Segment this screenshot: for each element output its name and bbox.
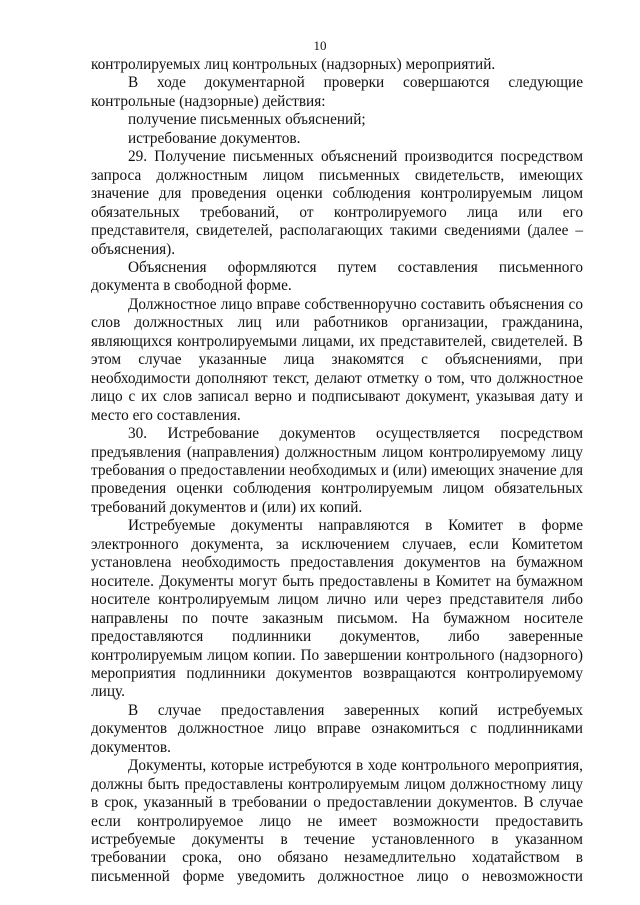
paragraph-clause-30: 30. Истребование документов осуществляется посредством предъявления (направления) должностным лицом контролируемому лицу требования о предоставлении необходимых и (или) имеющих значение для проведения оценки соблюдения контролируемым лицом обязательных требований документов и (или) их копий. xyxy=(91,425,583,516)
paragraph-official-writes: Должностное лицо вправе собственноручно составить объяснения со слов должностных лиц или работников организации, гражданина, являющихся контролируемыми лицами, их представителей, свидетелей. В этом случае указанные лица знакомятся с объяснениями, при необходимости дополняют текст, делают отметку о том, что должностное лицо с их слов записал верно и подписывают документ, указывая дату и место его составления. xyxy=(91,295,583,424)
list-item: истребование документов. xyxy=(128,129,301,147)
page-number: 10 xyxy=(313,38,327,53)
paragraph-explanations-form: Объяснения оформляются путем составления письменного документа в свободной форме. xyxy=(91,258,583,295)
paragraph-certified-copies: В случае предоставления заверенных копий истребуемых документов должностное лицо вправе ознакомиться с подлинниками документов. xyxy=(91,701,583,756)
paragraph-clause-29: 29. Получение письменных объяснений производится посредством запроса должностным лицом письменных свидетельств, имеющих значение для проведения оценки соблюдения контролируемым лицом обязательных требований, от контролируемого лица или его представителя, свидетелей, располагающих такими сведениями (далее – объяснения). xyxy=(91,148,583,258)
document-body xyxy=(91,56,583,886)
list-item: получение письменных объяснений; xyxy=(128,111,366,129)
paragraph-deadline: Документы, которые истребуются в ходе контрольного мероприятия, должны быть предоставлены контролируемым лицом должностному лицу в срок, указанный в требовании о предоставлении документов. В случае если контролируемое лицо не имеет возможности предоставить истребуемые документы в течение установленного в указанном требовании срока, оно обязано незамедлительно ходатайством в письменной форме уведомить должностное лицо о невозможности xyxy=(91,757,583,885)
paragraph-continuation: контролируемых лиц контрольных (надзорных) мероприятий. xyxy=(91,56,496,73)
paragraph-inspection-actions: В ходе документарной проверки совершаются следующие контрольные (надзорные) действия: xyxy=(91,74,583,110)
paragraph-documents-submission: Истребуемые документы направляются в Комитет в форме электронного документа, за исключением случаев, если Комитетом установлена необходимость предоставления документов на бумажном носителе. Документы могут быть предоставлены в Комитет на бумажном носителе контролируемым лицом лично или через представителя либо направлены по почте заказным письмом. На бумажном носителе предоставляются подлинники документов, либо заверенные контролируемым лицом копии. По завершении контрольного (надзорного) мероприятия подлинники документов возвращаются контролируемому лицу. xyxy=(91,517,583,701)
